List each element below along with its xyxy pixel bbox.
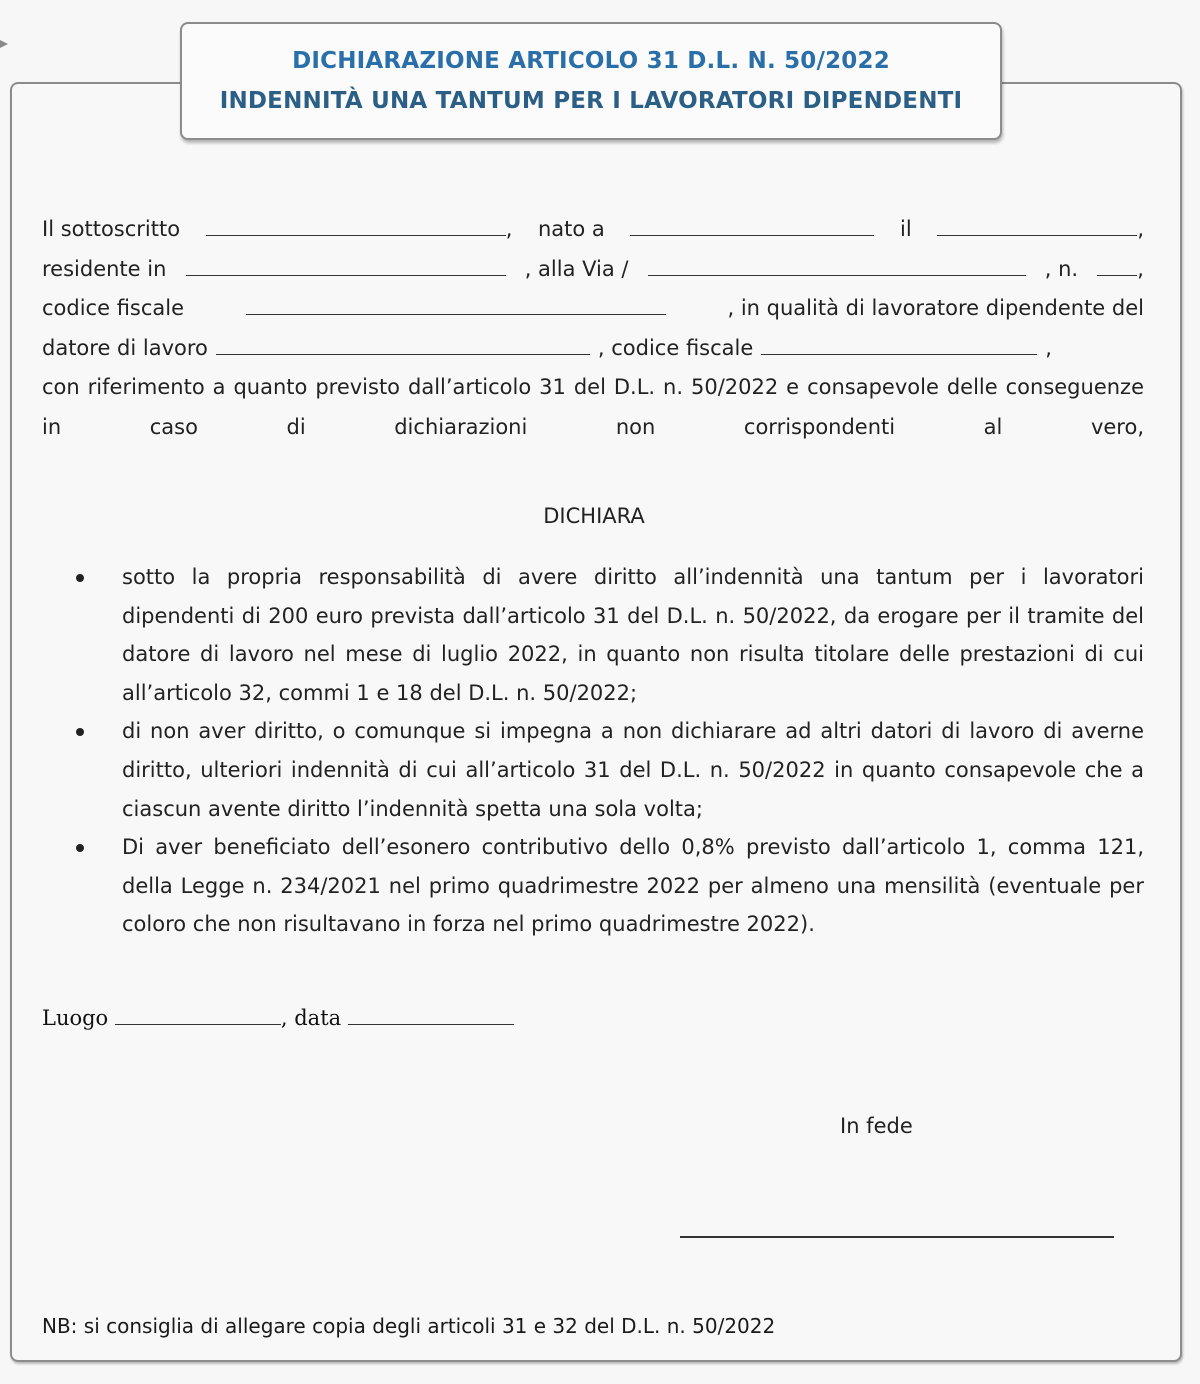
sottoscritto-field[interactable] <box>206 215 506 236</box>
codice-fiscale-field[interactable] <box>246 294 666 315</box>
residenza-field[interactable] <box>186 255 506 276</box>
nb-note: NB: si consiglia di allegare copia degli articoli 31 e 32 del D.L. n. 50/2022 <box>42 1314 776 1338</box>
intro-line-3 <box>42 289 1144 329</box>
declaration-text: Di aver beneficiato dell’esonero contributivo dello 0,8% previsto dall’articolo 1, comma 121, della Legge n. 234/2021 nel primo quadrimestre 2022 per almeno una mensilità (eventuale per coloro che non risultavano in forza nel primo quadrimestre 2022). <box>122 835 1144 937</box>
via-field[interactable] <box>648 255 1026 276</box>
document-title: DICHIARAZIONE ARTICOLO 31 D.L. N. 50/2022 <box>292 48 890 74</box>
comma: , <box>1137 256 1144 281</box>
label-qualita: , in qualità di lavoratore dipendente del <box>727 296 1144 320</box>
datore-lavoro-field[interactable] <box>216 334 590 355</box>
label-codice-fiscale: codice fiscale <box>42 296 185 320</box>
codice-fiscale-datore-field[interactable] <box>761 334 1037 355</box>
comma: , <box>1137 217 1144 241</box>
intro-line-4 <box>42 329 1144 369</box>
signature-field[interactable] <box>680 1236 1114 1238</box>
intro-line-2 <box>42 250 1144 290</box>
intro-paragraph: con riferimento a quanto previsto dall’articolo 31 del D.L. n. 50/2022 e consapevole delle conseguenze in caso di dichiarazioni non corrispondenti al vero, <box>42 375 1144 439</box>
data-field[interactable] <box>348 1004 514 1025</box>
comma: , <box>505 217 513 241</box>
declarant-details <box>42 210 1144 447</box>
declaration-text: di non aver diritto, o comunque si impegna a non dichiarare ad altri datori di lavoro di averne diritto, ulteriori indennità di cui all’articolo 31 del D.L. n. 50/2022 in quanto consapevole che a ciascun avente diritto l’indennità spetta una sola volta; <box>122 719 1144 821</box>
luogo-nascita-field[interactable] <box>630 215 874 236</box>
title-box <box>180 22 1002 140</box>
label-sottoscritto: Il sottoscritto <box>42 217 181 241</box>
place-date-line <box>42 1004 514 1030</box>
list-item <box>70 558 1144 712</box>
bullet-icon <box>76 574 84 582</box>
numero-civico-field[interactable] <box>1097 255 1137 276</box>
label-il: il <box>900 217 912 241</box>
luogo-field[interactable] <box>115 1004 281 1025</box>
declaration-text: sotto la propria responsabilità di avere diritto all’indennità una tantum per i lavoratori dipendenti di 200 euro prevista dall’articolo 31 del D.L. n. 50/2022, da erogare per il tramite del datore di lavoro nel mese di luglio 2022, in quanto non risulta titolare delle prestazioni di cui all’articolo 32, commi 1 e 18 del D.L. n. 50/2022; <box>122 565 1144 705</box>
label-residente: residente in <box>42 256 167 281</box>
bullet-icon <box>76 728 84 736</box>
label-data: , data <box>280 1006 342 1030</box>
declarations-list <box>70 558 1144 944</box>
label-luogo: Luogo <box>42 1006 109 1030</box>
label-nato-a: nato a <box>538 217 605 241</box>
data-nascita-field[interactable] <box>937 215 1137 236</box>
label-codice-fiscale-datore: , codice fiscale <box>597 335 754 360</box>
list-item <box>70 828 1144 944</box>
corner-arrow-icon <box>0 40 8 48</box>
list-item <box>70 712 1144 828</box>
comma: , <box>1045 335 1052 360</box>
label-via: , alla Via / <box>524 256 629 281</box>
dichiara-heading: DICHIARA <box>543 504 645 528</box>
bullet-icon <box>76 844 84 852</box>
label-datore: datore di lavoro <box>42 335 208 360</box>
in-fede-label: In fede <box>840 1114 913 1138</box>
intro-line-1 <box>42 210 1144 250</box>
label-n: , n. <box>1044 256 1079 281</box>
document-subtitle: INDENNITÀ UNA TANTUM PER I LAVORATORI DIPENDENTI <box>219 88 963 114</box>
